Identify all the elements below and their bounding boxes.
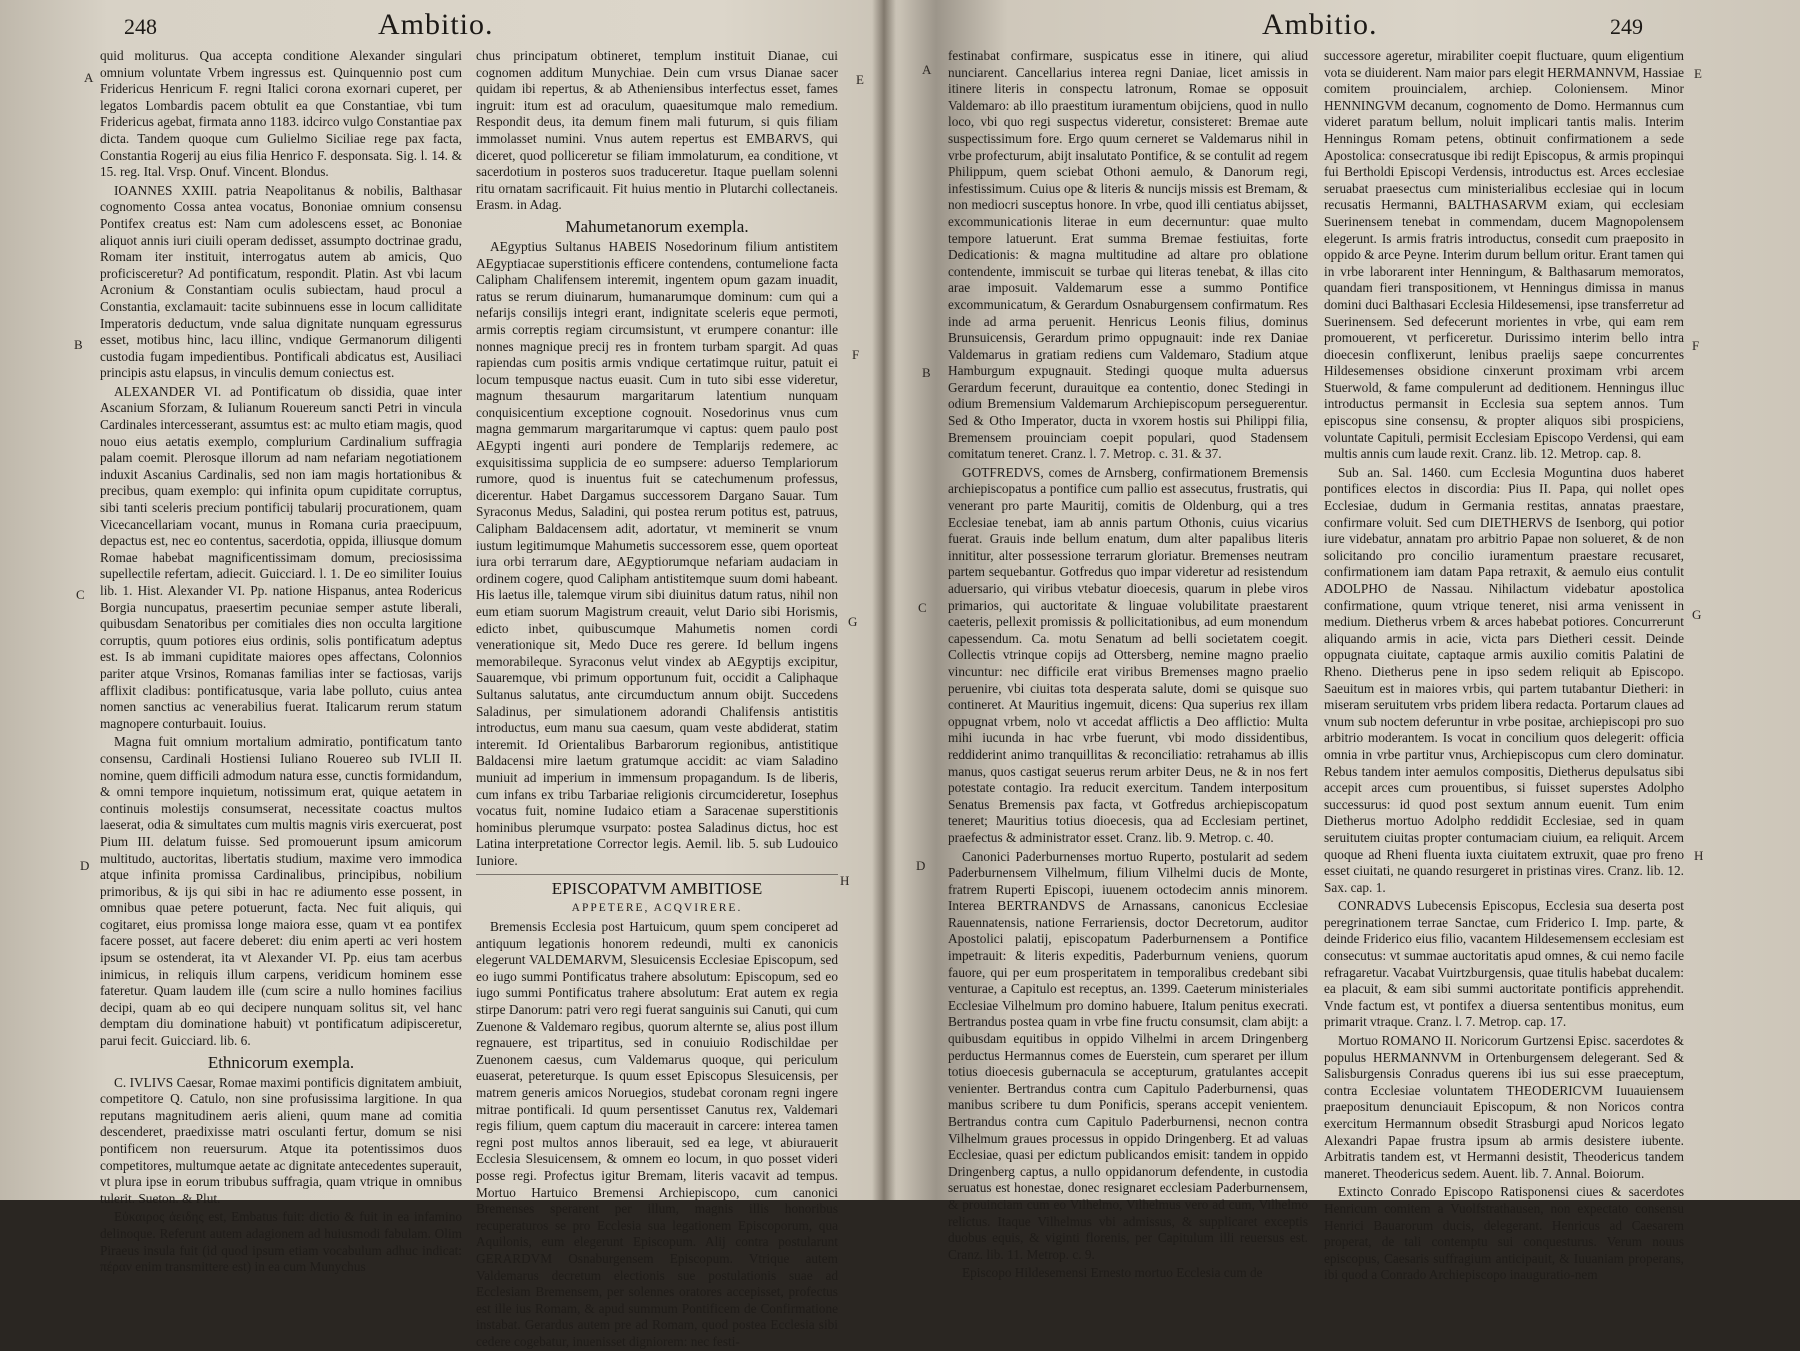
- margin-marker: E: [856, 72, 864, 87]
- margin-marker: E: [1694, 66, 1702, 81]
- margin-marker: G: [1692, 607, 1702, 622]
- running-head: Ambitio.: [1262, 8, 1378, 41]
- section-heading: Ethnicorum exempla.: [207, 1052, 355, 1072]
- paragraph: AEgyptius Sultanus HABEIS Nosedorinum filium antistitem AEgyptiacae superstitionis efficere contendens, contumelione facta Calipham Chalifensem interemit, ingentem opum gazam inuadit, ratus se rerum diuinarum, humanarumque dominum: cum qui a nefarijs consilijs integri erant, indignitate sceleris eque permoti, armis correptis regiam circumsistunt, vt erumpere conantur: ille nonnes magnique precij res in frontem turbam spargit. Ad quas rapiendas cum positis armis vndique certatimque ruitur, patuit ei locum tempusque nactus euasit. Cum in tuto sibi esse videretur, magnum thesaurum margaritarum latentium nunquam conquisicentium exceptione cognouit. Nosedorinus vnus cum magna gemmarum margaritarumque vi captus: quem paulo post AEgypti ingenti auri pondere de Templarijs redemere, ac exquisitissima supplicia de eo sumpsere: aduerso Templariorum rumore, quod is inuentus fuit se catechumenum professus, dicerentur. Habet Dargamus successorem Dargano Sauar. Tum Syraconus Medus, Saladini, qui postea rerum potitus est, patruus, Calipham Baldacensem adit, adortatur, vt meminerit se vnum iustum legitimumque Mahumetis successorem esse, quem oporteat iura orbi terrarum dare, AEgyptiorumque nefariam audaciam in ordinem cogere, quod Calipham antistitemque suum domi habeant. His laetus ille, talemque virum sibi diuinitus datum ratus, nihil non eum etiam suorum Magistrum creauit, velut Dario sibi Horismis, edicto inbet, quibuscumque Mahumetis nomen cordi venerationique sit, Medo Duce res gerere. Id bellum ingens memorabileque. Syraconus velut vindex ab AEgyptijs excipitur, Sauaremque, vbi primum opportunum fuit, occidit a Caliphaque Sultanus salutatus, ante circumductum annum obijt. Succedens Saladinus, per simulationem adorandi Chalifensis antistitis introductus, eum manu sua caesum, quam veste abdiderat, statim interemit. Id Orientalibus Barbarorum regionibus, antistitique Baldacensi mire laetum gratumque accidit: ac viam Saladino muniuit ad imperium in immensum propagandum. Is de liberis, cum infans ex tribu Tarbariae religionis circumcideretur, Iosephus vocatus fuit, nomine Iudaico etiam a Saracenae superstitionis hominibus plerumque vsurpato: postea Saladinus dictus, hoc est Latina interpretatione Corrector legis. Aemil. lib. 5. sub Ludouico Iuniore.: [476, 238, 838, 868]
- paragraph: festinabat confirmare, suspicatus esse in itinere, qui aliud nunciarent. Cancellarius interea regni Daniae, licet amissis in itinere literis in conspectu latronum, Romae se opposuit Valdemaro: ab illo praestitum iuramentum obijciens, quod in nullo loco, vbi quo regi suspectus videretur, consisteret: Bremae aute suspectissimum fore. Ergo quum cerneret se Valdemarus nihil in vrbe profecturum, abijt insalutato Pontifice, & se contulit ad regem Philippum, quem sciebat Othoni aemulo, & Danorum regi, infestissimum. Cuius ope & literis & nuncijs missis est Bremam, & non mediocri susceptus honore. In vrbe, quod illi centiatus abijsset, excommunicationis literae in eum decernuntur: quae multo tempore latuerunt. Erat summa Bremae festiuitas, forte Dedicationis: & magna multitudine ad altare pro oblatione contendente, immiscuit se turbae qui literas tenebat, & illas cito arae imposuit. Valdemarum esse a summo Pontifice excommunicatum, & Gerardum Osnaburgensem confirmatum. Res inde ad arma peruenit. Henricus Leonis filius, dominus Brunsuicensis, Gerardum primo oppugnauit: inde rex Daniae Valdemarus in gratiam rediens cum Valdemaro, Stadium atque Hamburgum expugnauit. Stedingi quoque multa aduersus Gerardum fecerunt, durauitque ea contentio, donec Stedingi in odium Bremensium Valdemarum Archiepiscopum perseguerentur. Sed & Otho Imperator, ducta in vxorem hostis sui Philippi filia, Bremensem prouinciam coepit populari, quod Stadensem comitatum teneret. Cranz. l. 7. Metrop. c. 31. & 37.: [948, 48, 1308, 462]
- paragraph: GOTFREDVS, comes de Arnsberg, confirmationem Bremensis archiepiscopatus a pontifice cum pallio est assecutus, frustratis, qui venerant pro parte Mauritij, comitis de Oldenburg, qui a tres Ecclesiae tenebat, iam ab annis partum Othonis, cuius vicarius fuerat. Grauis inde bellum enatum, dum alter papalibus literis innititur, alter possessione terrarum gloriatur. Bremenses neutram partem sequebantur. Gotfredus quo impar videretur ad resistendum aduersario, qui viribus vtebatur dioecesis, quarum in plebe viros primarios, qui auctoritate & linguae volubilitate praestarent caeteris, pellexit promissis & pollicitationibus, ad eum monendum capessendum. Ca. motu Senatum ad belli societatem coegit. Collectis vtrinque copijs ad Ottersberg, nemine magno praelio vincuntur: nec difficile erat viribus Bremenses magno praelio peruenire, vbi ciuitas tota desperata salute, domi se quisque suo contineret. At Mauritius ingemuit, dicens: Qua superius rex illam oppugnat vrbem, nolo vt accedat afflictis a Deo afflictio: Multa mihi iucunda in hac vrbe fuerunt, vbi modo dissidentibus, reddiderint animo tranquillitas & reconciliatio: retrahamus ab illis manus, quos castigat seuerus rerum arbiter Deus, ne & in nos fert potestate contagio. Ira reducit exercitum. Tandem interpositum Senatus Bremensis pax facta, vt Gotfredus archiepiscopatum teneret; Mauritius totius dioecesis, qua ad Ecclesiam pertinet, praefectus & administrator esset. Cranz. lib. 9. Metrop. c. 40.: [948, 464, 1308, 845]
- right-page: [890, 0, 1800, 1283]
- section-subheading: APPETERE, ACQVIRERE.: [571, 901, 743, 914]
- page-number: 248: [124, 14, 157, 39]
- text-column-left-2: [476, 48, 838, 1349]
- margin-marker: D: [80, 858, 90, 873]
- margin-marker: H: [840, 873, 850, 888]
- margin-marker: B: [922, 365, 931, 380]
- left-page: [0, 0, 880, 1349]
- margin-marker: D: [916, 858, 926, 873]
- paragraph: Bremensis Ecclesia post Hartuicum, quum spem conciperet ad antiquum legationis honorem redeundi, multi ex canonicis elegerunt VALDEMARVM, Slesuicensis Ecclesiae Episcopum, sed eo iugo summi Pontificatus trahere absolutum: Episcopum, sed eo iugo summi Pontificatus trahere absolutum: Erat autem ex regia stirpe Danorum: patri vero regi fuerat sanguinis sui Canuti, qui cum Zuenone & Valdemaro regibus, quorum alternte se, alius post illum regnauere, est tripartitus, sed in conuiuio Rodischildae per Zuenonem caesus, cum Valdemarus quoque, qui periculum euaserat, petereturque. Is quum esset Episcopus Slesuicensis, per matrem generis amicos Noruegios, studebat coronam regni ingere mitrae pontificali. Id quum persentisset Canutus rex, Valdemari regis filium, quem captum diu macerauit in carcere: interea tamen regni post multos annos liberauit, sed ea lege, vt abiurauerit Ecclesia Slesuicensem, & omnem eo locum, in quo posset videri posse regi. Profectus igitur Bremam, literis vacavit ad tempus. Mortuo Hartuico Bremensi Archiepiscopo, cum canonici Bremenses sperarent per illum, magnis illis honoribus recuperaturos se pro Ecclesia sua legationem Episcoporum, qua Aquilonis, eum elegerunt Episcopum. Alij contra postularunt GERARDVM Osnaburgensem Episcopum. Vtrique autem Valdemarus decretum electionis sue postulationis suae ad Ecclesiam Bremensem, per solennes oratores accepisset, profectus est ille ius Romam, & apud summum Pontificem de Confirmatione instabat. Gerardus autem pre ad Romam, quod postea Ecclesia sibi cedere cogebatur, inuenisset digniorem: nec festi-: [476, 919, 838, 1349]
- text-column-right-1: [948, 48, 1308, 1281]
- margin-marker: C: [918, 600, 927, 615]
- margin-marker: H: [1694, 848, 1704, 863]
- paragraph: Extincto Conrado Episcopo Ratisponensi ciues & sacerdotes Henricum comitem a Vuolfstrathausen, non expectato consensu Henrici Bauarorum ducis, delegerant. Henricus ad Caesarem properat, de tali contemptu sui conquesturus. Verum nouus episcopus, Caesaris suffragium anticipauit, & Iuuaniam properans, ibi quod a Conrado Archiepiscopo inauguratio-nem: [1324, 1184, 1684, 1283]
- margin-marker: G: [848, 614, 858, 629]
- paragraph: successore ageretur, mirabiliter coepit fluctuare, quum eligentium vota se diuiderent. Nam maior pars elegit HERMANNVM, Hassiae comitem prouincialem, archiep. Coloniensem. Minor HENNINGVM decanum, cognomento de Domo. Hermannus cum videret paratum bellum, noluit implicari tantis malis. Interim Henningus Romam petens, obtinuit confirmationem a sede Apostolica: consecratusque ibi redijt Episcopus, & armis propinqui fui Bertholdi Episcopi Verdensis, introductus est. Arces ecclesiae seruabat praesectus cum ministerialibus ecclesiae qui in locum recusatis Hermanni, BALTHASARVM exiam, qui ecclesiam Suerinensem tenebat in commendam, ducem Magnopolensem elegerunt. Is armis fratris introductus, consedit cum praeposito in oppido & arce Peyne. Interim durum bellum oritur. Erant tamen qui in vrbe laborarent inter Henningum, & Balthasarum memoratos, quandam fieri transpositionem, vt Henningus dimissa in manus domini duci Balthasari Ecclesia Hildesemensi, ipse transferretur ad Suerinensem. Sed defecerunt morientes in vrbe, qui eam rem promouerent, vt perficeretur. Durissimo interim bello intra dioecesin conflixerunt, lenibus praelijs saepe concurrentes Hildesemenses obsidione cinxerunt proximam vrbi arcem Stuerwold, & fame compulerunt ad deditionem. Henningus illuc introductus permansit in Ecclesia sua septem annos. Tum episcopus sine consensu, & propter aliquos sibi prospiciens, voluntate Capituli, permisit Ecclesiam Episcopo Verdensi, qui eam multis annis cum laude rexit. Cranz. lib. 12. Metrop. cap. 8.: [1324, 48, 1684, 462]
- paragraph: quid moliturus. Qua accepta conditione Alexander singulari omnium voluntate Vrbem ingressus est. Quinquennio post cum Fridericus Henricum F. regni Italici corona exornari cuperet, per legatos Lombardis pacem obtulit ea que Constantiae, vbi tum Fridericus agebat, firmata anno 1183. idcirco vulgo Constantiae pax dicta. Tandem quoque cum Gulielmo Siciliae rege pax facta, Constantia Rogerij au eius filia Henrico F. desponsata. Sig. l. 14. & 15. reg. Ital. Vrsp. Onuf. Vincent. Blondus.: [100, 48, 462, 180]
- paragraph: Magna fuit omnium mortalium admiratio, pontificatum tanto consensu, Cardinali Hostiensi Iuliano Rouereo sub IVLII II. nomine, quem difficili admodum natura esse, cunctis formidandum, & omni tempore inquietum, notissimum erat, quique aetatem in continuis molestijs consumserat, necessitate coactus multos laeserat, odia & simultates cum multis magnis viris exercuerat, post Pium III. delatum fuisse. Sed promouerunt ipsum amicorum multitudo, auctoritas, libertatis studium, maxime vero immodica atque infinita promissa Cardinalibus, principibus, nobilium primoribus, & ijs qui sibi in hac re adiumento esse possent, in omnibus quae petere potuerunt, facta. Nec fuit aliquis, qui cogitaret, eius promissa longe maiora esse, quam vt ea pontifex facere posset, aut facere deberet: diu enim aperti ac veri hostem ipsum se ostenderat, ita vt Alexander VI. Pp. eius tam acerbus inimicus, in reliquis illum carpens, veridicum hominem esse fateretur. Quam laudem ille (cum scire a nullo homines facilius decipi, quam ab eo qui decipere nunquam solitus sit, vel hanc demptam diu dominatione habuit) vt pontificatum adipisceretur, parui fecit. Guicciard. lib. 6.: [100, 734, 462, 1049]
- section-rule: [476, 874, 838, 875]
- paragraph: Εὐκαιρος ἀειδης est, Embatus fuit: dictio & fuit in ea infamino delinoque. Referunt autem adagionem ad huiusmodi fabulam. Olim Piraeus insula fuit (id quod ipsum etiam vocabulum adhuc indicat: πέραν enim transmittere est) in ea cum Munychus: [100, 1209, 462, 1275]
- paragraph: Episcopo Hildesemensi Ernesto mortuo Ecclesia cum de: [962, 1265, 1263, 1281]
- margin-marker: A: [922, 62, 932, 77]
- running-head: Ambitio.: [378, 8, 494, 41]
- margin-marker: A: [84, 70, 94, 85]
- paragraph: ALEXANDER VI. ad Pontificatum ob dissidia, quae inter Ascanium Sforzam, & Iulianum Rouereum sancti Petri in vincula Cardinales intercesserant, assumtus est: ac multo etiam magis, quod nouo eius aetatis exemplo, complurium Cardinalium suffragia palam coemit. Plerosque illorum ad nam nefariam negotiationem induxit Ascanius Cardinalis, sed non iam magis hortationibus & precibus, quam exemplo: qui infinita opum cupiditate corruptus, sibi tanti sceleris precium pontificij tabularij procurationem, quam Vicecancellariam vocant, munus in Romana curia praecipuum, depactus est, nec eo contentus, sacerdotia, oppida, illiusque domum Romae habebat magnificentissimam domum, preciosissima supellectile refertam, adiecit. Guicciard. l. 1. De eo similiter Iouius lib. 1. Hist. Alexander VI. Pp. natione Hispanus, antea Rodericus Borgia nuncupatus, praesertim pecuniae semper astute liberali, quibusdam Senatoribus per comitiales dies non occulta largitione corruptis, quum potiores eius ordinis, solis pontificatum adeptus est. Is ab immani cupiditate maiores opes affectans, Colonnios pariter atque Vrsinos, Romanas familias inter se factiosas, varijs afflixit cladibus: pontificatusque, varia labe polluto, cuius antea nomen sanctius ac venerabilius fuerat. Italicarum rerum statum magnopere conturbauit. Iouius.: [100, 383, 462, 731]
- text-column-left-1: [100, 48, 462, 1275]
- margin-marker: B: [74, 337, 83, 352]
- text-column-right-2: [1324, 48, 1684, 1283]
- paragraph: chus principatum obtineret, templum instituit Dianae, cui cognomen additum Munychiae. Dein cum vrsus Dianae sacer quidam ibi repertus, & ab Atheniensibus interfectus esset, fames ingruit: itum est ad oraculum, quaesitumque malo remedium. Respondit deus, ita demum finem mali futurum, si quis filiam immolasset numini. Vnus autem repertus est EMBARVS, qui diceret, quod polliceretur se filiam immolaturum, ea conditione, vt sacerdotium in posteros suos traduceretur. Itaque puellam solenni ritu ornatam sacrificauit. Fit huius mentio in Plutarchi collectaneis. Erasm. in Adag.: [476, 48, 838, 213]
- section-heading: EPISCOPATVM AMBITIOSE: [551, 878, 763, 898]
- paragraph: Sub an. Sal. 1460. cum Ecclesia Moguntina duos haberet pontifices electos in discordia: Pius II. Papa, qui nollet opes Ecclesiae, dudum in Germania restitas, annatas praestare, confirmare voluit. Sed cum DIETHERVS de Isenborg, qui potior iure videbatur, annatam pro arbitrio Papae non solueret, & de non solicitando pro concilio iuramentum praestare recusaret, confirmationem iam datam Papa retraxit, & aemulo eius contulit ADOLPHO de Nassau. Nihilactum videbatur apostolica confirmatione, quum vtrique teneret, nisi arma venissent in medium. Dietherus vrbem & arces habebat potiores. Concurrerunt aliquando armis in acie, victa pars Dietheri cessit. Deinde oppugnata ciuitate, captaque armis auxilio comitis Palatini de Rheno. Dietherus pene in ipso sedem reliquit ab Episcopo. Saeuitum est in maiores vrbis, qui partem tutabantur Dietheri: in miseram seruitutem vrbs pridem libera redacta. Portarum claues ad vnum sub noctem deferuntur in vrbe positae, archiepiscopi pro suo arbitrio moderantem. Is vocat in concilium quos delegerit: officia omnia in vrbe partitur vnus, Archiepiscopus cum clero dominatur. Rebus tandem inter aemulos compositis, Dietherus depulsatus sibi accepit arces cum prouentibus, si fuisset superstes Adolpho successurus: id quod post sextum annum euenit. Tum enim Dietherus mortuo Adolpho reddidit Ecclesiae, sed in quam seruitutem ciuitas propter contumaciam ciuium, ea reliquit. Arcem quoque ad Rheni fluenta iuxta ciuitatem extruxit, quae pro freno esset ciuitati, ne quando resurgeret in pristinas vires. Cranz. lib. 12. Sax. cap. 1.: [1324, 464, 1684, 895]
- paragraph: C. IVLIVS Caesar, Romae maximi pontificis dignitatem ambiuit, competitore Q. Catulo, non sine profusissima largitione. In qua reputans magnitudinem aeris alieni, quum mane ad comitia descenderet, praedixisse matri osculanti fertur, domum se nisi pontificem non reuersurum. Atque ita potentissimos duos competitores, multumque aetate ac dignitate antecedentes superauit, vt plura ipse in eorum tribubus suffragia, quam vtrique in omnibus tulerit. Sueton. & Plut.: [100, 1074, 462, 1206]
- page-number: 249: [1610, 14, 1643, 39]
- paragraph: CONRADVS Lubecensis Episcopus, Ecclesia sua deserta post peregrinationem terrae Sanctae, cum Friderico I. Imp. parte, & deinde Friderico eius filio, vacantem Hildesemensem ecclesiam est consecutus: vt summae auctoritatis apud omnes, & cui nemo facile refragaretur. Vacabat Vuirtzburgensis, quae titulis habebat ducalem: ea placuit, & eam sibi summi auctoritate pontificis apprehendit. Vnde factum est, vt pontifex a diuersa sententibus monitus, eum primarit vtraque. Cranz. l. 7. Metrop. cap. 17.: [1324, 898, 1684, 1030]
- margin-marker: F: [852, 347, 860, 362]
- paragraph: Mortuo ROMANO II. Noricorum Gurtzensi Episc. sacerdotes & populus HERMANNVM in Ortenburgensem delegerant. Sed & Salisburgensis Conradus querens ibi ius sui esse praeceptum, contra Ecclesiae voluntatem THEODERICVM Iuuauiensem praepositum denunciauit Episcopum, & non Noricos contra exercitum Hermannum obsedit Strasburgi apud Noricos legato Alexandri Papae frustra ipsum ab armis desistere iubente. Arbitratis tandem est, vt Hermanni desistit, Theodericus tandem maneret. Theodericus sedem. Auent. lib. 7. Annal. Boiorum.: [1324, 1033, 1684, 1181]
- paragraph: IOANNES XXIII. patria Neapolitanus & nobilis, Balthasar cognomento Cossa antea vocatus, Bononiae omnium consensu Pontifex creatus est: Nam cum adolescens esset, ac Bononiae aliquot annis iuri ciuili operam dedisset, assumpto doctrinae gradu, Romam iter instituit, interrogatus autem ab amicis, Quo proficisceretur? Ad pontificatum, respondit. Platin. Ast vbi lacum Acronium & Constantiam oculis subiectam, haud procul a Constantia, exclamauit: tacite subinnuens esse in locum calliditate Imperatoris deductum, vnde salua dignitate nunquam egressurus esset, motibus hinc, lacu illinc, vndique Germanorum diligenti custodia fugam impedientibus. Pontificali abdicatus est, Ausiliaci principis astu elapsus, in vinculis demum coniectus est.: [100, 182, 462, 381]
- section-heading: Mahumetanorum exempla.: [565, 216, 749, 236]
- paragraph: Canonici Paderburnenses mortuo Ruperto, postularit ad sedem Paderburnensem Vilhelmum, filium Vilhelmi ducis de Monte, fratrem Ruperti Episcopi, iuuenem octodecim annis minorem. Interea BERTRANDVS de Arnassans, canonicus Ecclesiae Rauennatensis, natione Ferrariensis, doctor Decretorum, auditor Apostolici palatij, episcopatum Paderburnensem a Pontifice impetrauit: & literis expeditis, Paderburnum veniens, quorum fauore, qui per eum prosperitatem in temporalibus credebant sibi venturae, a Capitulo est receptus, an. 1399. Caeterum ministeriales Ecclesiae Vilhelmum pro domino habuere, Italum penitus execrati. Bertrandus postea quam in vrbe fine fructu consumsit, clam abijt: a quibusdam equitibus in oppido Vilhelmi in arcem Dringenberg perductus Hermannus comes de Euerstein, cum speraret per illum totius dioecesis gubernacula se accepturum, gratulantes accepit venienter. Bertrandus contra cum Capitulo Paderburnensi, quas manibus scribere tu dum Ponificis, sperans accepit venientem. Bertrandus contra cum Capitulo Paderburnensi, necnon contra Vilhelmum graues processus in oppido Dringenberg. Et ad valuas Ecclesiae, quasi per edictum publicandos emisit: tandem in oppido Dringenberg captus, a nullo oppidanorum defendente, in custodia seruatus est honestae, donec resignaret ecclesiam Paderburnensem, & prouinciam cum eo Vilhelmo, Vilhelmus vero ad cum, Vilhelmo relictus. Itaque Vilhelmus vbi admissus, & supplicaret exceptis duobus equis, & viginti florenis, per Capitulum illi reuersus est. Cranz. lib. 11. Metrop. c. 9.: [948, 848, 1308, 1262]
- margin-marker: F: [1692, 338, 1700, 353]
- margin-marker: C: [76, 587, 85, 602]
